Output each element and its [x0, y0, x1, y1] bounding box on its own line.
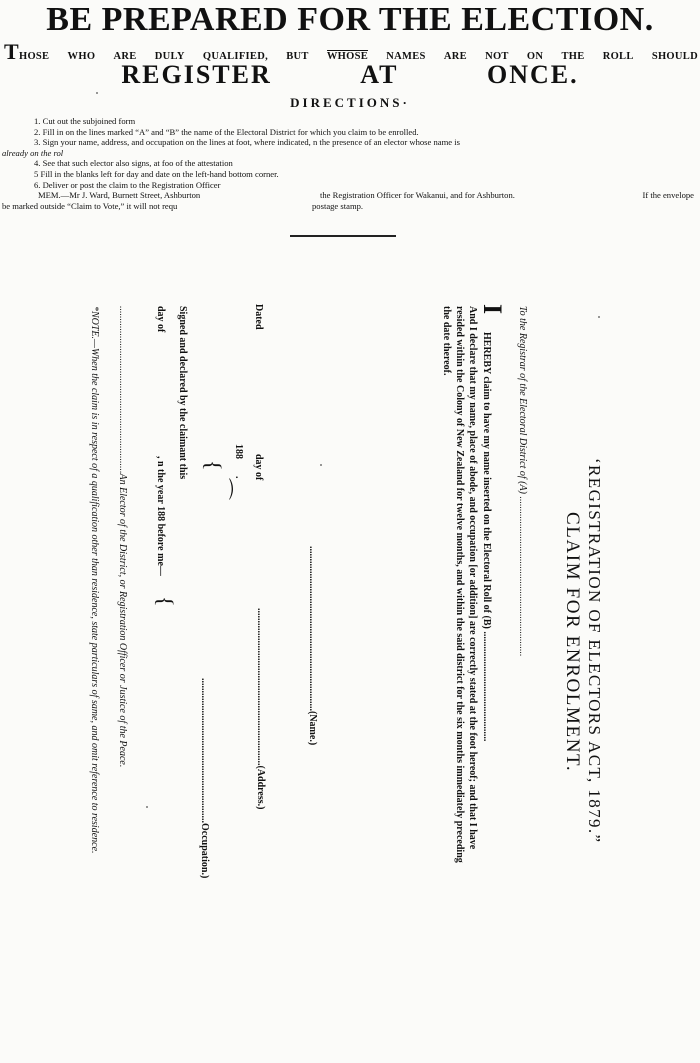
subline-word-13: SHOULD [651, 51, 698, 62]
separator-rule [290, 235, 396, 237]
declare-line-2: resided within the Colony of New Zealand for twelve months, and within the said district for the six months immediately preceding [454, 306, 465, 863]
memo-line [0, 190, 700, 201]
subline-word-3: DULY [154, 51, 185, 62]
direction-1: 1. Cut out the subjoined form [34, 116, 136, 126]
hereby-line: HEREBY claim to have my name inserted on the Electoral Roll of (B) ............................................ [481, 332, 492, 742]
dated-brace-1: ⌒ [209, 478, 234, 501]
print-speck [146, 806, 148, 808]
direction-last-a: be marked outside “Claim to Vote,” it will not requ [2, 200, 178, 211]
to-registrar-line: To the Registrar of the Electoral District of (A) ................................................................ [517, 306, 528, 657]
declare-line-1: And I declare that my name, place of abode, and occupation [or addition] are correctly stated at the foot hereof; and that I have [467, 306, 478, 850]
direction-5: 5 Fill in the blanks left for day and date on the left-hand bottom corner. [34, 168, 279, 179]
print-speck [320, 464, 322, 466]
subline-word-10: ON [526, 51, 544, 62]
occupation-line: ..........................................................Occupation.) [199, 678, 210, 879]
subline-word-8: ARE [443, 51, 467, 62]
elector-line: ...................................................................An Elector of the District, or Registration Officer or Justice of the Peace. [117, 306, 128, 768]
headline: BE PREPARED FOR THE ELECTION. [46, 1, 654, 38]
signed-line-1: Signed and declared by the claimant this [177, 306, 188, 480]
print-speck [598, 316, 600, 318]
signed-line-2a: day of [155, 306, 166, 333]
dated-year: 188 [233, 444, 244, 459]
print-speck [96, 92, 98, 94]
direction-3: 3. Sign your name, address, and occupation on the lines at foot, where indicated, n the presence of an elector whose name is [34, 137, 460, 148]
directions-list [0, 116, 700, 211]
act-title: ‘REGISTRATION OF ELECTORS ACT, 1879.” [585, 458, 604, 844]
note-line: *NOTE.—When the claim is in respect of a qualification other than residence, state particulars of same, and omit reference to residence. [89, 306, 100, 854]
dated-day-of: day of [253, 454, 264, 481]
direction-last [0, 201, 700, 212]
register-word-1: AT [360, 60, 399, 89]
register-word-0: REGISTER [121, 60, 272, 89]
subline-word-11: THE [561, 51, 585, 62]
hereby-initial: I [478, 304, 507, 315]
memo-part-a: MEM.—Mr J. Ward, Burnett Street, Ashburton [38, 190, 201, 201]
register-heading [0, 60, 700, 90]
claim-title: CLAIM FOR ENROLMENT. [562, 512, 583, 773]
subline-word-4: QUALIFIED, [202, 51, 269, 62]
subline-word-5: BUT [286, 51, 309, 62]
memo-part-c: If the envelope [642, 190, 694, 201]
register-word-2: ONCE. [486, 60, 579, 89]
subline-word-1: WHO [67, 51, 96, 62]
dated-brace-2: { [201, 460, 226, 471]
direction-last-b: postage stamp. [312, 200, 364, 211]
memo-part-b: the Registration Officer for Wakanui, and for Ashburton. [320, 190, 515, 201]
subline-word-0: THOSE [4, 39, 50, 64]
name-line: ..................................................................(Name.) [307, 546, 318, 746]
directions-title: DIRECTIONS· [290, 95, 410, 110]
direction-2: 2. Fill in on the lines marked “A” and “B” the name of the Electoral District for which you claim to be enrolled. [34, 126, 419, 137]
dated-dot: . [233, 476, 244, 479]
subline-word-7: NAMES [386, 51, 426, 62]
subline-word-12: ROLL [602, 51, 634, 62]
signed-line-2b: , n the year 188 before me— [155, 456, 166, 576]
direction-3-cont: already on the rol [2, 147, 64, 158]
dated-label: Dated [253, 304, 264, 330]
declare-line-3: the date thereof. [441, 306, 452, 376]
address-line: ...............................................................(Address.) [255, 608, 266, 810]
subline-word-9: NOT [485, 51, 509, 62]
direction-6: 6. Deliver or post the claim to the Registration Officer [34, 179, 221, 190]
signed-brace: { [153, 596, 178, 607]
subline-word-6: WHOSE [326, 51, 369, 62]
direction-4: 4. See that such elector also signs, at foo of the attestation [34, 158, 233, 169]
subline-word-2: ARE [113, 51, 137, 62]
